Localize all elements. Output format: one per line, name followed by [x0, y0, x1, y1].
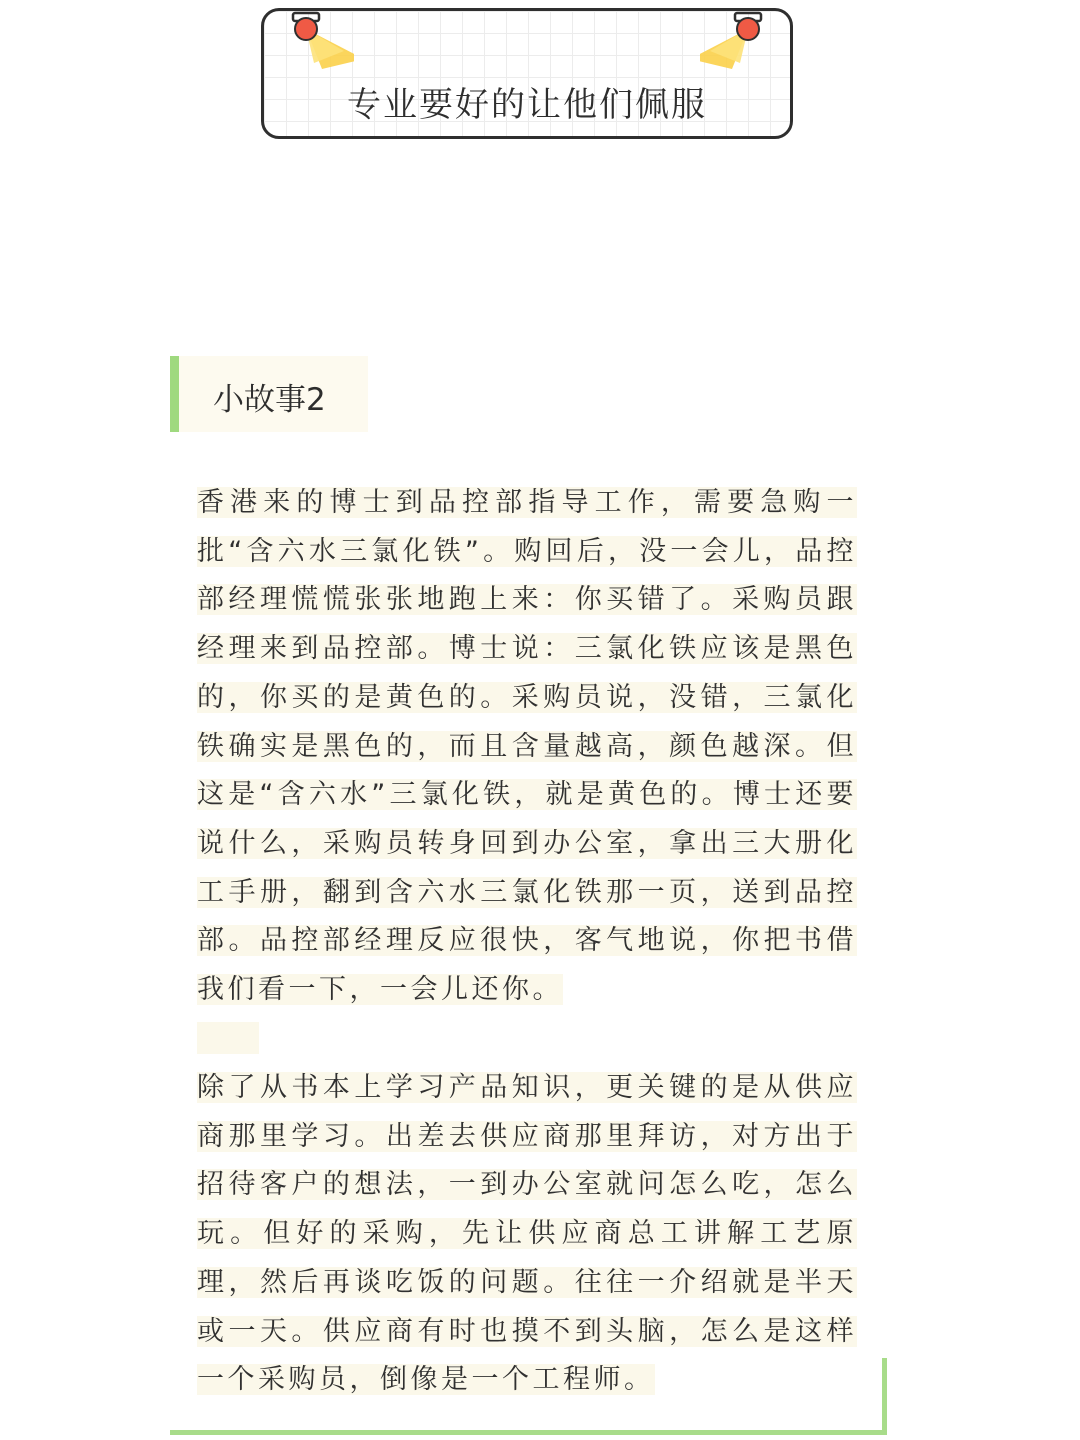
highlight-spacer [197, 1022, 259, 1054]
section-heading-label: 小故事2 [213, 382, 326, 418]
corner-border-horizontal [170, 1430, 887, 1435]
corner-border-vertical [882, 1358, 887, 1434]
section-heading [170, 356, 368, 432]
story-paragraph-1 [197, 479, 857, 1015]
title-card [261, 8, 793, 139]
story-paragraph-1-text: 香港来的博士到品控部指导工作，需要急购一批“含六水三氯化铁”。购回后，没一会儿，品控部经理慌慌张张地跑上来：你买错了。采购员跟经理来到品控部。博士说：三氯化铁应该是黑色的，你买的是黄色的。采购员说，没错，三氯化铁确实是黑色的，而且含量越高，颜色越深。但这是“含六水”三氯化铁，就是黄色的。博士还要说什么，采购员转身回到办公室，拿出三大册化工手册，翻到含六水三氯化铁那一页，送到品控部。品控部经理反应很快，客气地说，你把书借我们看一下，一会儿还你。 [197, 487, 857, 1006]
page-title: 专业要好的让他们佩服 [347, 85, 707, 125]
story-paragraph-2 [197, 1064, 857, 1405]
story-paragraph-2-text: 除了从书本上学习产品知识，更关键的是从供应商那里学习。出差去供应商那里拜访，对方出于招待客户的想法，一到办公室就问怎么吃，怎么玩。但好的采购，先让供应商总工讲解工艺原理，然后再谈吃饭的问题。往往一介绍就是半天或一天。供应商有时也摸不到头脑，怎么是这样一个采购员，倒像是一个工程师。 [197, 1072, 857, 1396]
pushpin-icon [274, 7, 354, 87]
pushpin-icon [700, 7, 780, 87]
